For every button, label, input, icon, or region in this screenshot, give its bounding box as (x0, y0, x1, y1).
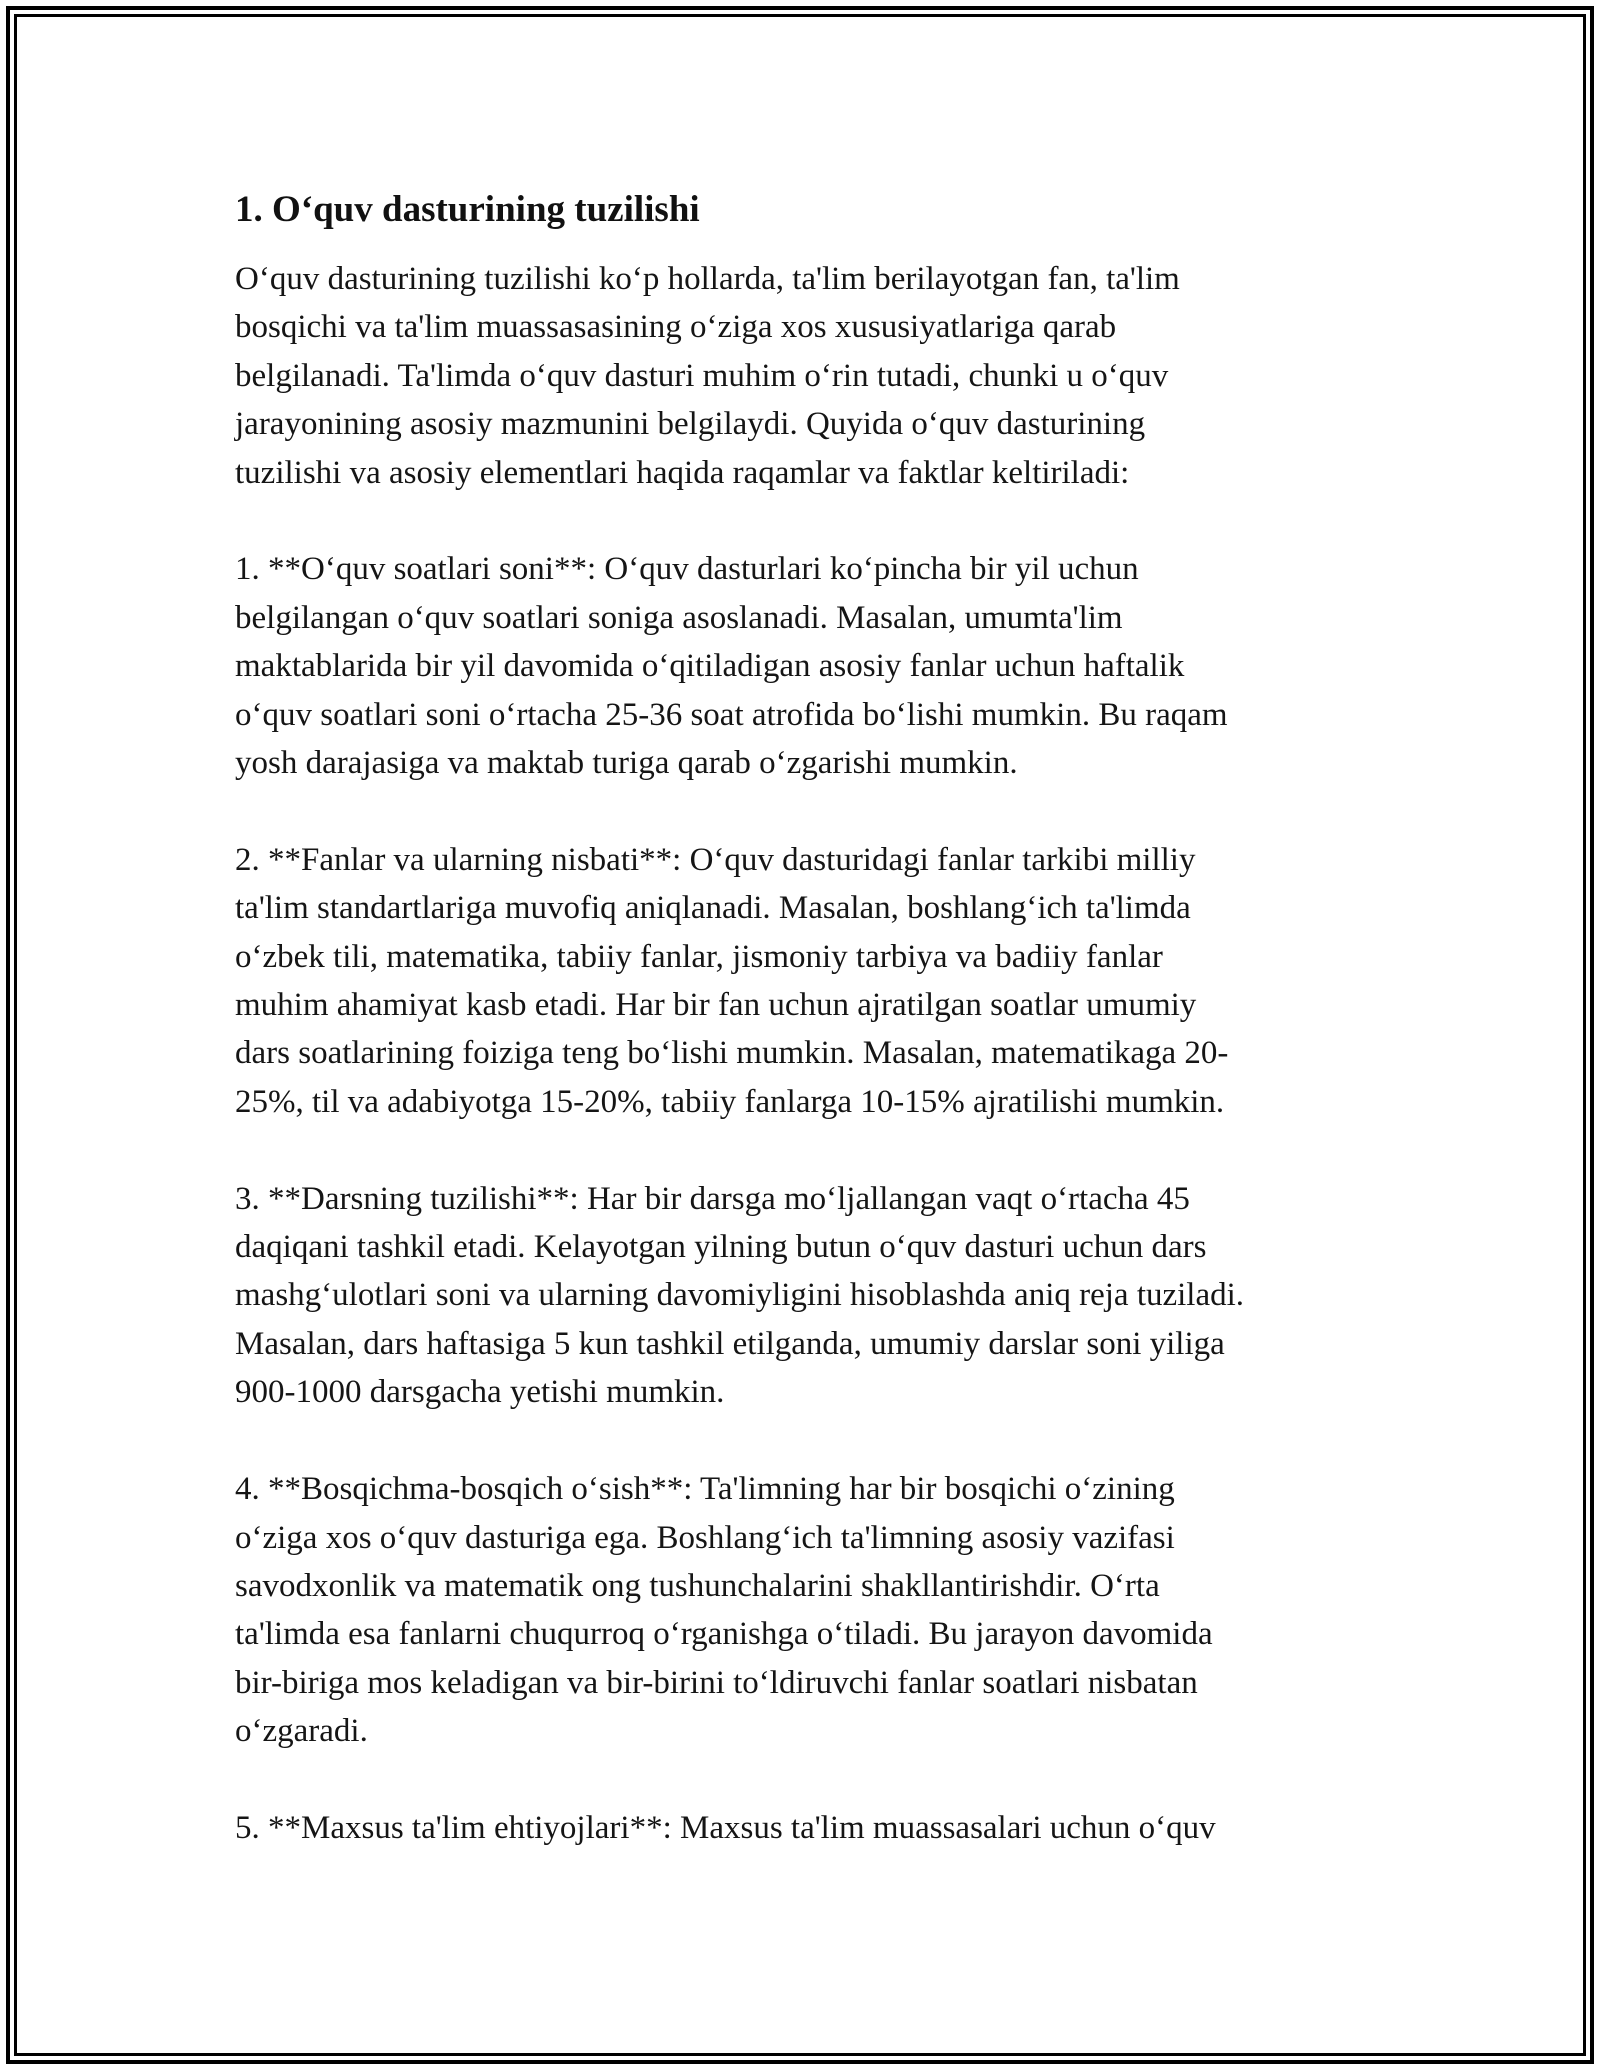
text-line: o‘zbek tili, matematika, tabiiy fanlar, jismoniy tarbiya va badiiy fanlar (235, 938, 1163, 975)
text-line: tuzilishi va asosiy elementlari haqida raqamlar va faktlar keltiriladi: (235, 454, 1130, 491)
text-line: 25%, til va adabiyotga 15-20%, tabiiy fanlarga 10-15% ajratilishi mumkin. (235, 1083, 1225, 1120)
text-line: jarayonining asosiy mazmunini belgilaydi. Quyida o‘quv dasturining (235, 406, 1146, 443)
text-line: yosh darajasiga va maktab turiga qarab o‘zgarishi mumkin. (235, 745, 1018, 782)
text-line: belgilangan o‘quv soatlari soniga asoslanadi. Masalan, umumta'lim (235, 599, 1123, 636)
text-line: belgilanadi. Ta'limda o‘quv dasturi muhim o‘rin tutadi, chunki u o‘quv (235, 357, 1169, 394)
text-line: o‘quv soatlari soni o‘rtacha 25-36 soat atrofida bo‘lishi mumkin. Bu raqam (235, 696, 1228, 733)
text-line: Masalan, dars haftasiga 5 kun tashkil etilganda, umumiy darslar soni yiliga (235, 1325, 1225, 1362)
text-line: daqiqani tashkil etadi. Kelayotgan yilning butun o‘quv dasturi uchun dars (235, 1229, 1207, 1266)
text-line: bir-biriga mos keladigan va bir-birini to‘ldiruvchi fanlar soatlari nisbatan (235, 1664, 1198, 1701)
text-line: o‘zgaradi. (235, 1713, 368, 1750)
text-line: savodxonlik va matematik ong tushunchalarini shakllantirishdir. O‘rta (235, 1567, 1160, 1604)
list-item-subjects-ratio (235, 836, 1365, 1126)
text-line: O‘quv dasturining tuzilishi ko‘p hollarda, ta'lim berilayotgan fan, ta'lim (235, 261, 1180, 297)
text-line: muhim ahamiyat kasb etadi. Har bir fan uchun ajratilgan soatlar umumiy (235, 987, 1197, 1024)
text-line: 3. **Darsning tuzilishi**: Har bir darsga mo‘ljallangan vaqt o‘rtacha 45 (235, 1180, 1190, 1217)
text-line: 1. **O‘quv soatlari soni**: O‘quv dasturlari ko‘pincha bir yil uchun (235, 551, 1139, 588)
section-heading: 1. O‘quv dasturining tuzilishi (235, 189, 700, 230)
text-line: 900-1000 darsgacha yetishi mumkin. (235, 1374, 725, 1411)
list-item-study-hours (235, 545, 1365, 787)
text-line: o‘ziga xos o‘quv dasturiga ega. Boshlang‘ich ta'limning asosiy vazifasi (235, 1519, 1175, 1556)
text-line: ta'lim standartlariga muvofiq aniqlanadi. Masalan, boshlang‘ich ta'limda (235, 890, 1191, 927)
text-line: dars soatlarining foiziga teng bo‘lishi mumkin. Masalan, matematikaga 20- (235, 1035, 1229, 1072)
document-body (235, 186, 1365, 1852)
list-item-special-needs (235, 1804, 1365, 1852)
list-item-lesson-structure (235, 1175, 1365, 1417)
text-line: 2. **Fanlar va ularning nisbati**: O‘quv dasturidagi fanlar tarkibi milliy (235, 841, 1196, 878)
text-line: ta'limda esa fanlarni chuqurroq o‘rganishga o‘tiladi. Bu jarayon davomida (235, 1616, 1213, 1653)
list-item-stepwise-growth (235, 1465, 1365, 1755)
text-line: 5. **Maxsus ta'lim ehtiyojlari**: Maxsus ta'lim muassasalari uchun o‘quv (235, 1809, 1216, 1846)
text-line: 4. **Bosqichma-bosqich o‘sish**: Ta'limning har bir bosqichi o‘zining (235, 1471, 1175, 1508)
text-line: bosqichi va ta'lim muassasasining o‘ziga xos xususiyatlariga qarab (235, 309, 1117, 346)
text-line: maktablarida bir yil davomida o‘qitiladigan asosiy fanlar uchun haftalik (235, 648, 1185, 685)
text-line: mashg‘ulotlari soni va ularning davomiyligini hisoblashda aniq reja tuziladi. (235, 1277, 1245, 1314)
intro-paragraph (235, 255, 1365, 497)
